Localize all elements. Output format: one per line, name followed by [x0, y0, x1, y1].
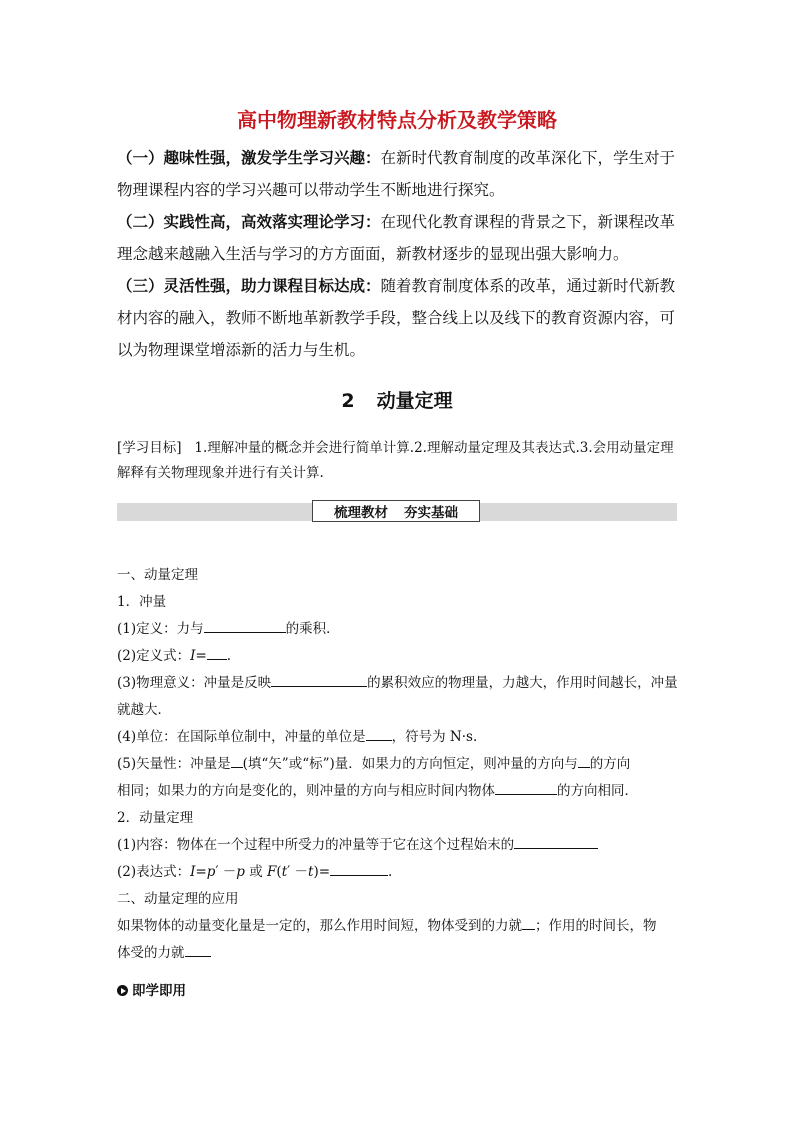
formula-prefix: (2)定义式：: [117, 648, 191, 664]
formula-equals: =: [195, 648, 207, 664]
expr-paren1: (: [276, 864, 282, 880]
expr-mid1: ′ －: [215, 864, 237, 880]
content-prefix: (1)内容：物体在一个过程中所受力的冲量等于它在这个过程始末的: [117, 837, 515, 853]
impulse-subtitle: 1．冲量: [117, 594, 167, 610]
expr-paren2: )=: [313, 864, 331, 880]
application-blank-1[interactable]: [522, 915, 535, 930]
vector-line2-suffix: 的方向相同．: [557, 783, 638, 799]
expr-mid2: ′ －: [287, 864, 308, 880]
lesson-number: 2: [341, 390, 355, 412]
feature-text-2: 在现代化教育课程的背景之下，新课程改革理念越来越融入生活与学习的方方面面，新教材逐步的显现出强大影响力。: [117, 213, 676, 263]
unit-suffix: ，符号为 N·s.: [391, 729, 478, 745]
vector-blank-3[interactable]: [495, 780, 557, 795]
content-blank[interactable]: [514, 834, 598, 849]
impulse-vector-line2: [117, 778, 681, 805]
application-line1: [117, 913, 681, 940]
banner-right-label: 夯实基础: [404, 505, 458, 521]
feature-paragraph-1: [117, 142, 677, 206]
application-blank-2[interactable]: [185, 942, 211, 957]
vector-prefix: (5)矢量性：冲量是: [117, 756, 231, 772]
feature-text-1: 在新时代教育制度的改革深化下，学生对于物理课程内容的学习兴趣可以带动学生不断地进行探究。: [117, 149, 676, 199]
vector-blank-1[interactable]: [231, 753, 243, 768]
vector-suffix: 的方向: [589, 756, 631, 772]
expr-p1: p: [206, 864, 216, 880]
expr-F: F: [267, 864, 277, 880]
theorem-subtitle: 2．动量定理: [117, 810, 194, 826]
lesson-title: 动量定理: [376, 390, 453, 412]
expr-I: I: [190, 864, 196, 880]
learning-goals: [117, 436, 679, 486]
meaning-suffix: 的累积效应的物理量，力越大，作用时间越长，冲量就越大．: [117, 675, 678, 718]
section1-title: 一、动量定理: [117, 567, 198, 583]
goals-text: 1.理解冲量的概念并会进行简单计算.2.理解动量定理及其表达式.3.会用动量定理解释有关物理现象并进行有关计算.: [117, 440, 674, 481]
meaning-prefix: (3)物理意义：冲量是反映: [117, 675, 272, 691]
expr-t2: t: [308, 864, 314, 880]
feature-heading-3: （三）灵活性强，助力课程目标达成：: [117, 277, 381, 295]
feature-paragraph-3: [117, 270, 677, 366]
meaning-blank[interactable]: [271, 672, 367, 687]
definition-blank[interactable]: [204, 618, 286, 633]
expr-t1: t: [281, 864, 288, 880]
impulse-unit: [117, 724, 681, 751]
banner-left-label: 梳理教材: [334, 505, 388, 521]
play-circle-icon: [117, 985, 128, 996]
lesson-heading: [0, 386, 794, 413]
apply-label: 即学即用: [132, 983, 186, 999]
unit-blank[interactable]: [366, 726, 392, 741]
theorem-expression: [117, 859, 681, 886]
application-mid: ；作用的时间长，物: [535, 918, 657, 934]
application-line2: [117, 940, 681, 967]
impulse-vector-line1: [117, 751, 681, 778]
theorem-content: [117, 832, 681, 859]
apply-heading: [117, 978, 681, 1005]
expr-end: .: [388, 864, 393, 880]
expr-p2: p: [236, 864, 245, 880]
impulse-formula: [117, 643, 681, 670]
feature-text-3: 随着教育制度体系的改革，通过新时代新教材内容的融入，教师不断地革新教学手段，整合线上以及线下的教育资源内容，可以为物理课堂增添新的活力与生机。: [117, 277, 676, 359]
formula-blank[interactable]: [207, 645, 227, 660]
vector-mid: (填“矢”或“标”)量．如果力的方向恒定，则冲量的方向与: [242, 756, 578, 772]
application-prefix: 如果物体的动量变化量是一定的，那么作用时间短，物体受到的力就: [117, 918, 522, 934]
section-banner: [312, 500, 480, 522]
definition-suffix: 的乘积．: [285, 621, 340, 637]
vector-blank-2[interactable]: [578, 753, 590, 768]
expr-or: 或: [244, 864, 268, 880]
feature-paragraph-2: [117, 206, 677, 270]
feature-heading-2: （二）实践性高，高效落实理论学习：: [117, 213, 381, 231]
expr-eq: =: [195, 864, 207, 880]
page-title: 高中物理新教材特点分析及教学策略: [237, 108, 557, 132]
feature-heading-1: （一）趣味性强，激发学生学习兴趣：: [117, 149, 381, 167]
impulse-definition: [117, 616, 681, 643]
vector-line2-prefix: 相同；如果力的方向是变化的，则冲量的方向与相应时间内物体: [117, 783, 495, 799]
goals-label: [学习目标]: [117, 440, 182, 456]
definition-prefix: (1)定义：力与: [117, 621, 204, 637]
formula-variable: I: [190, 648, 196, 664]
expr-blank[interactable]: [330, 861, 388, 876]
section2-title: 二、动量定理的应用: [117, 891, 239, 907]
impulse-meaning: [117, 670, 681, 724]
formula-period: .: [226, 648, 232, 664]
expr-prefix: (2)表达式：: [117, 864, 191, 880]
application-line2-text: 体受的力就: [117, 945, 185, 961]
unit-prefix: (4)单位：在国际单位制中，冲量的单位是: [117, 729, 366, 745]
